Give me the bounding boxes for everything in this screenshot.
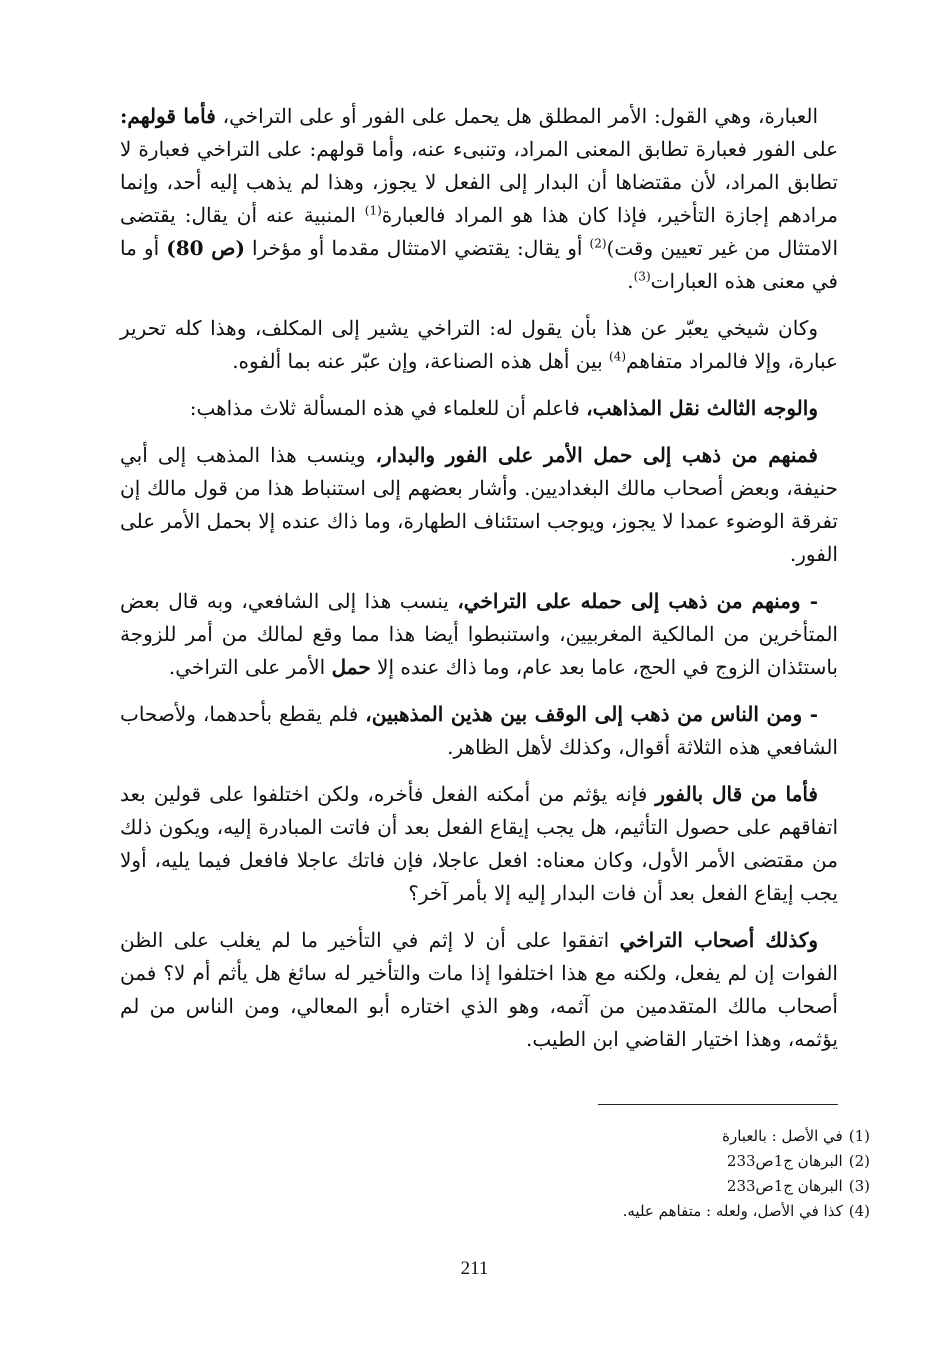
footnote-reference: (1): [364, 203, 382, 218]
footnote-reference: (4): [609, 349, 627, 364]
text-run: وينسب هذا المذهب إلى أبي حنيفة، وبعض أصحاب مالك البغداديين. وأشار بعضهم إلى استنباط هذا من قول مالك إن تفرقة الوضوء عمدا لا يجوز، ويوجب استئناف الطهارة، وما ذاك عنده إلا بحمل الأمر على الفور.: [120, 443, 838, 566]
bold-text-run: - ومن الناس من ذهب إلى الوقف بين هذين المذهبين،: [365, 702, 818, 726]
bold-text-run: - ومنهم من ذهب إلى حمله على التراخي،: [457, 589, 818, 613]
paragraph: [120, 392, 838, 425]
footnote-reference: (3): [633, 269, 651, 284]
text-run: اتفقوا على أن لا إثم في التأخير ما لم يغلب على الظن الفوات إن لم يفعل، ولكنه مع هذا اختلفوا إذا مات والتأخير له سائغ هل يأثم أم لا؟ فمن أصحاب مالك المتقدمين من آثمه، وهو الذي اختاره أبو المعالي، ومن الناس من لم يؤثمه، وهذا اختيار القاضي ابن الطيب.: [120, 928, 838, 1051]
paragraph: [120, 778, 838, 910]
text-run: ينسب هذا إلى الشافعي، وبه قال بعض المتأخرين من المالكية المغربيين، واستنبطوا أيضا هذا مما وقع لمالك من أمر للزوجة باستئذان الزوج في الحج، عاما بعد عام، وما ذاك عنده إلا: [120, 589, 838, 679]
text-run: فإنه يؤثم من أمكنه الفعل فأخره، ولكن اختلفوا على قولين بعد اتفاقهم على حصول التأثيم، هل يجب إيقاع الفعل بعد أن فاتت المبادرة إليه، ويكون ذلك من مقتضى الأمر الأول، وكان معناه: افعل عاجلا، فإن فاتك عاجلا فافعل فيما يليه، أولا يجب إيقاع الفعل بعد أن فات البدار إليه إلا بأمر آخر؟: [120, 782, 838, 905]
paragraph: [120, 698, 838, 764]
bold-text-run: فأما من قال بالفور: [655, 782, 818, 806]
text-run: فلم يقطع بأحدهما، ولأصحاب الشافعي هذه الثلاثة أقوال، وكذلك لأهل الظاهر.: [120, 702, 838, 759]
text-run: فاعلم أن للعلماء في هذه المسألة ثلاث مذاهب:: [189, 396, 587, 420]
paragraph: [120, 924, 838, 1056]
bold-text-run: فأما قولهم:: [120, 104, 216, 128]
main-text: [120, 100, 838, 1070]
bold-text-run: والوجه الثالث نقل المذاهب،: [586, 396, 818, 420]
footnote-number: (2): [848, 1152, 870, 1170]
footnote-text: في الأصل : بالعبارة: [722, 1127, 843, 1145]
footnote-number: (4): [848, 1202, 870, 1220]
page-number: 211: [460, 1258, 489, 1279]
bold-text-run: (ص 80): [166, 236, 245, 260]
bold-text-run: فمنهم من ذهب إلى حمل الأمر على الفور والبدار،: [375, 443, 818, 467]
footnote: [400, 1124, 870, 1149]
paragraph: [120, 439, 838, 571]
footnote-text: كذا في الأصل، ولعله : متفاهم عليه.: [622, 1202, 843, 1220]
text-run: أو يقال: يقتضي الامتثال مقدما أو مؤخرا: [244, 236, 590, 260]
footnote: [400, 1199, 870, 1224]
text-run: أو ما في معنى هذه العبارات: [120, 236, 838, 293]
bold-text-run: حمل: [331, 655, 371, 679]
text-run: وكان شيخي يعبّر عن هذا بأن يقول له: التراخي يشير إلى المكلف، وهذا كله تحرير عبارة، وإلا فالمراد متفاهم: [120, 316, 838, 373]
footnote-number: (1): [848, 1127, 870, 1145]
text-run: المنبية عنه أن يقال: يقتضى الامتثال من غير تعيين وقت): [120, 203, 838, 260]
footnote: [400, 1174, 870, 1199]
text-run: على الفور فعبارة تطابق المعنى المراد، وتنبىء عنه، وأما قولهم: على التراخي فعبارة لا تطابق المراد، لأن مقتضاها أن البدار إلى الفعل لا يجوز، وهذا لم يذهب إليه أحد، وإنما مرادهم إجازة التأخير، فإذا كان هذا هو المراد فالعبارة: [120, 137, 838, 227]
footnote-reference: (2): [589, 236, 607, 251]
text-run: الأمر على التراخي.: [168, 655, 332, 679]
paragraph: [120, 585, 838, 684]
footnotes: [400, 1124, 870, 1224]
footnote-number: (3): [848, 1177, 870, 1195]
text-run: العبارة، وهي القول: الأمر المطلق هل يحمل على الفور أو على التراخي،: [215, 104, 819, 128]
text-run: بين أهل هذه الصناعة، وإن عبّر عنه بما ألفوه.: [232, 349, 609, 373]
paragraph: [120, 312, 838, 378]
bold-text-run: وكذلك أصحاب التراخي: [619, 928, 818, 952]
footnote-text: البرهان ج1ص233: [726, 1152, 843, 1170]
paragraph: [120, 100, 838, 298]
footnote-text: البرهان ج1ص233: [726, 1177, 843, 1195]
text-run: .: [627, 269, 634, 293]
footnote-divider: [598, 1104, 838, 1105]
footnote: [400, 1149, 870, 1174]
